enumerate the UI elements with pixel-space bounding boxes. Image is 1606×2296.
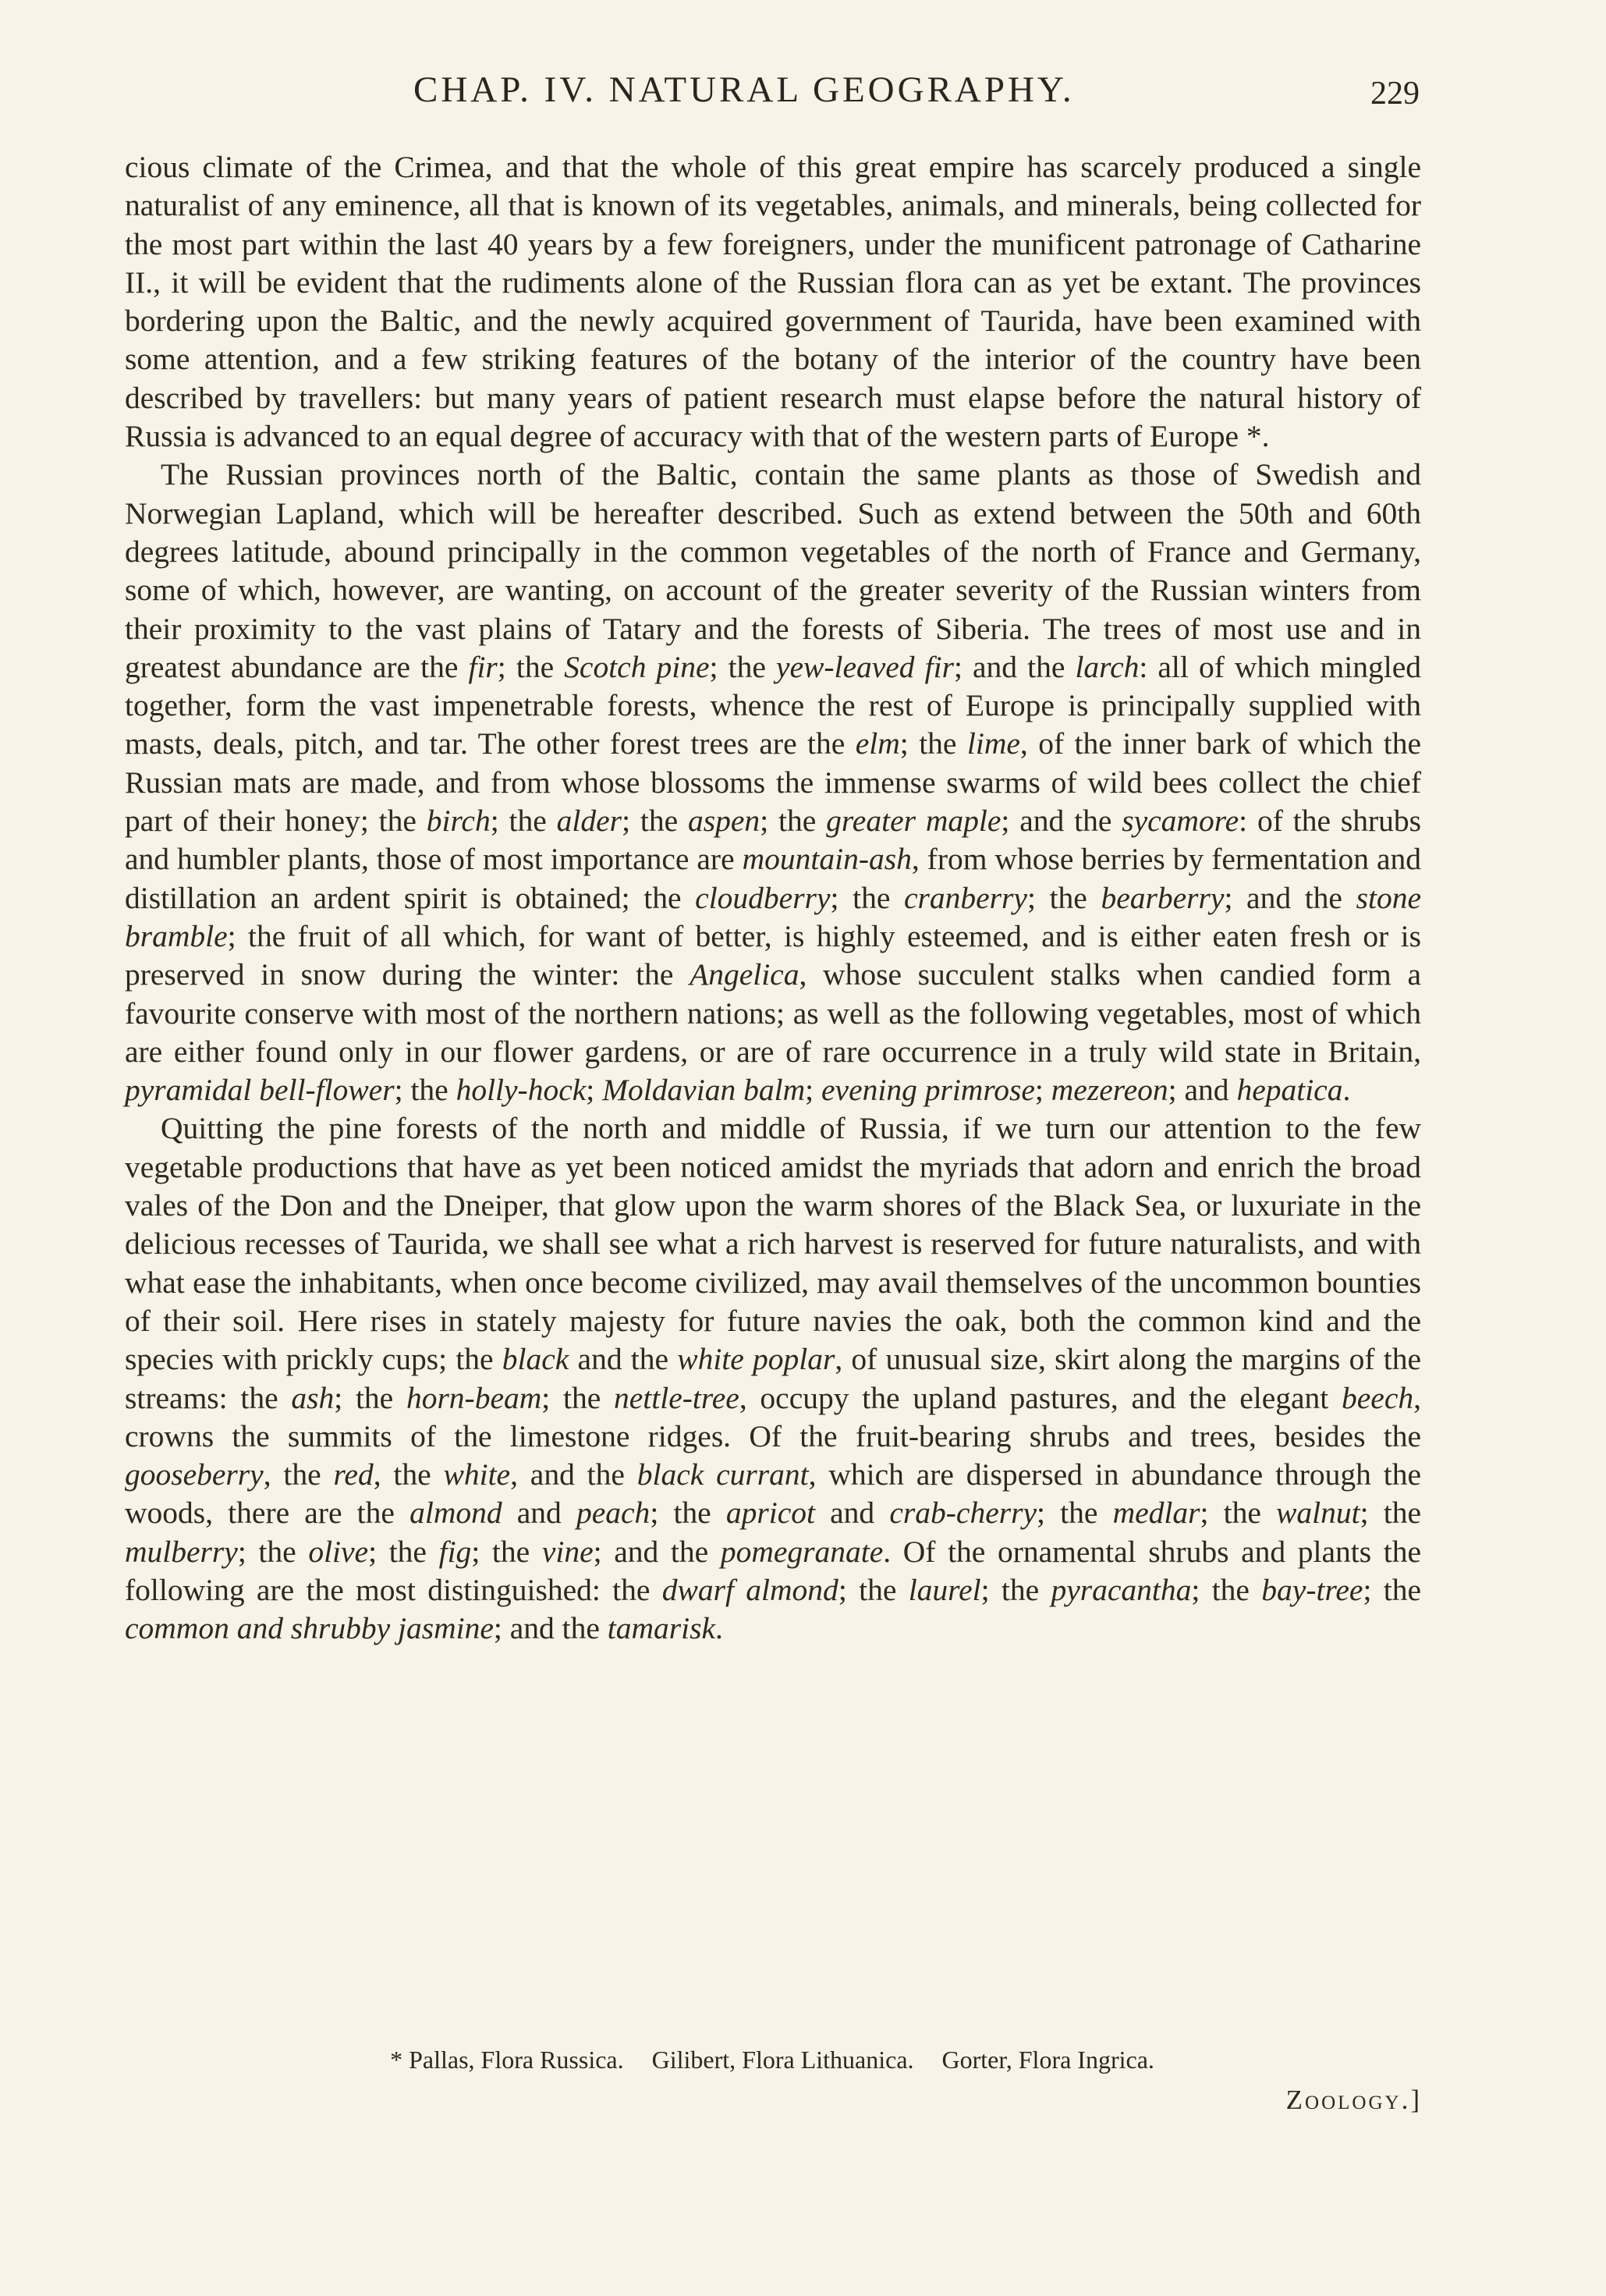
plant-name: aspen — [688, 804, 760, 839]
plant-name: black currant — [636, 1457, 809, 1492]
plant-name: hepatica — [1236, 1073, 1343, 1108]
plant-name: holly-hock — [456, 1073, 587, 1108]
footnote-ref: Gorter, Flora Ingrica. — [941, 2046, 1154, 2074]
plant-name: lime — [966, 726, 1020, 761]
plant-name: walnut — [1276, 1496, 1360, 1531]
footnote-ref: Gilibert, Flora Lithuanica. — [651, 2046, 914, 2074]
plant-name: dwarf almond — [661, 1572, 838, 1607]
plant-name: beech — [1342, 1380, 1414, 1415]
running-head — [125, 69, 1420, 123]
plant-name: laurel — [908, 1572, 981, 1607]
plant-name: bearberry — [1101, 880, 1225, 915]
footnote — [125, 2046, 1420, 2074]
plant-name: alder — [556, 804, 622, 839]
plant-name: vine — [541, 1534, 594, 1569]
paragraph: cious climate of the Crimea, and that the whole of this great empire has scarcely produced a single naturalist of any eminence, all that is known of its vegetables, animals, and minerals, being collected for the most part within the last 40 years by a few foreigners, under the munificent patronage of Catharine II., it will be evident that the rudiments alone of the Russian flora can as yet be extant. The provinces bordering upon the Baltic, and the newly acquired government of Taurida, have been examined with some attention, and a few striking features of the botany of the interior of the country have been described by travellers: but many years of patient research must elapse before the natural history of Russia is advanced to an equal degree of accuracy with that of the western parts of Europe *. — [125, 150, 1421, 454]
plant-name: peach — [576, 1496, 651, 1531]
catchword: Zoology.] — [1285, 2085, 1422, 2115]
plant-name: stone bramble — [125, 880, 1421, 953]
plant-name: almond — [409, 1496, 502, 1531]
plant-name: common and shrubby jasmine — [125, 1611, 494, 1646]
plant-name: elm — [855, 726, 900, 761]
plant-name: tamarisk — [607, 1611, 716, 1646]
paragraph: Quitting the pine forests of the north and middle of Russia, if we turn our attention to the few vegetable productions that have as yet been noticed amidst the myriads that adorn and enrich the broad vales of the Don and the Dneiper, that glow upon the warm shores of the Black Sea, or luxuriate in the delicious recesses of Taurida, we shall see what a rich harvest is reserved for future naturalists, and with what ease the inhabitants, when once become civilized, may avail themselves of the uncommon bounties of their soil. Here rises in stately majesty for future navies the oak, both the common kind and the species with prickly cups; the black and the white poplar, of unusual size, skirt along the margins of the streams: the ash; the horn-beam; the nettle-tree, occupy the upland pastures, and the elegant beech, crowns the summits of the limestone ridges. Of the fruit-bearing shrubs and trees, besides the gooseberry, the red, the white, and the black currant, which are dispersed in abundance through the woods, there are the almond and peach; the apricot and crab-cherry; the medlar; the walnut; the mulberry; the olive; the fig; the vine; and the pomegranate. Of the ornamental shrubs and plants the following are the most distinguished: the dwarf almond; the laurel; the pyracantha; the bay-tree; the common and shrubby jasmine; and the tamarisk. — [125, 1111, 1421, 1646]
paragraph: The Russian provinces north of the Baltic, contain the same plants as those of Swedish and Norwegian Lapland, which will be hereafter described. Such as extend between the 50th and 60th degrees latitude, abound principally in the common vegetables of the north of France and Germany, some of which, however, are wanting, on account of the greater severity of the Russian winters from their proximity to the vast plains of Tatary and the forests of Siberia. The trees of most use and in greatest abundance are the fir; the Scotch pine; the yew-leaved fir; and the larch: all of which mingled together, form the vast impenetrable forests, whence the rest of Europe is principally supplied with masts, deals, pitch, and tar. The other forest trees are the elm; the lime, of the inner bark of which the Russian mats are made, and from whose blossoms the immense swarms of wild bees collect the chief part of their honey; the birch; the alder; the aspen; the greater maple; and the sycamore: of the shrubs and humbler plants, those of most importance are mountain-ash, from whose berries by fermentation and distillation an ardent spirit is obtained; the cloudberry; the cranberry; the bearberry; and the stone bramble; the fruit of all which, for want of better, is highly esteemed, and is either eaten fresh or is preserved in snow during the winter: the Angelica, whose succulent stalks when candied form a favourite conserve with most of the northern nations; as well as the following vegetables, most of which are either found only in our flower gardens, or are of rare occurrence in a truly wild state in Britain, pyramidal bell-flower; the holly-hock; Moldavian balm; evening primrose; mezereon; and hepatica. — [125, 457, 1422, 1108]
plant-name: birch — [426, 804, 491, 839]
plant-name: black — [502, 1342, 569, 1377]
plant-name: nettle-tree — [613, 1380, 739, 1415]
plant-name: mezereon — [1051, 1073, 1168, 1108]
plant-name: bay-tree — [1261, 1572, 1363, 1607]
plant-name: crab-cherry — [889, 1496, 1037, 1531]
plant-name: white — [443, 1457, 511, 1492]
plant-name: pyramidal bell-flower — [125, 1073, 395, 1108]
body-text — [125, 148, 1421, 1648]
plant-name: horn-beam — [406, 1380, 542, 1415]
plant-name: medlar — [1112, 1496, 1200, 1531]
plant-name: olive — [308, 1534, 369, 1569]
plant-name: Moldavian balm — [602, 1073, 806, 1108]
plant-name: sycamore — [1122, 804, 1239, 839]
plant-name: cranberry — [904, 880, 1027, 915]
plant-name: evening primrose — [821, 1073, 1035, 1108]
plant-name: mountain-ash — [742, 842, 912, 877]
plant-name: pomegranate — [720, 1534, 884, 1569]
plant-name: white poplar — [677, 1342, 835, 1377]
plant-name: apricot — [725, 1496, 815, 1531]
plant-name: ash — [291, 1380, 335, 1415]
plant-name: cloudberry — [695, 880, 831, 915]
plant-name: fig — [438, 1534, 472, 1569]
plant-name: greater maple — [826, 804, 1002, 839]
chapter-title: CHAP. IV. NATURAL GEOGRAPHY. — [413, 69, 1075, 110]
plant-name: red — [333, 1457, 374, 1492]
page-number: 229 — [1370, 76, 1420, 112]
plant-name: pyracantha — [1051, 1572, 1192, 1607]
plant-name: fir — [468, 649, 498, 684]
plant-name: mulberry — [125, 1534, 238, 1569]
plant-name: yew-leaved fir — [775, 649, 954, 684]
footnote-ref: * Pallas, Flora Russica. — [390, 2046, 624, 2074]
plant-name: Scotch pine — [564, 649, 710, 684]
plant-name: gooseberry — [125, 1457, 264, 1492]
plant-name: larch — [1075, 649, 1140, 684]
plant-name: Angelica — [690, 957, 799, 992]
